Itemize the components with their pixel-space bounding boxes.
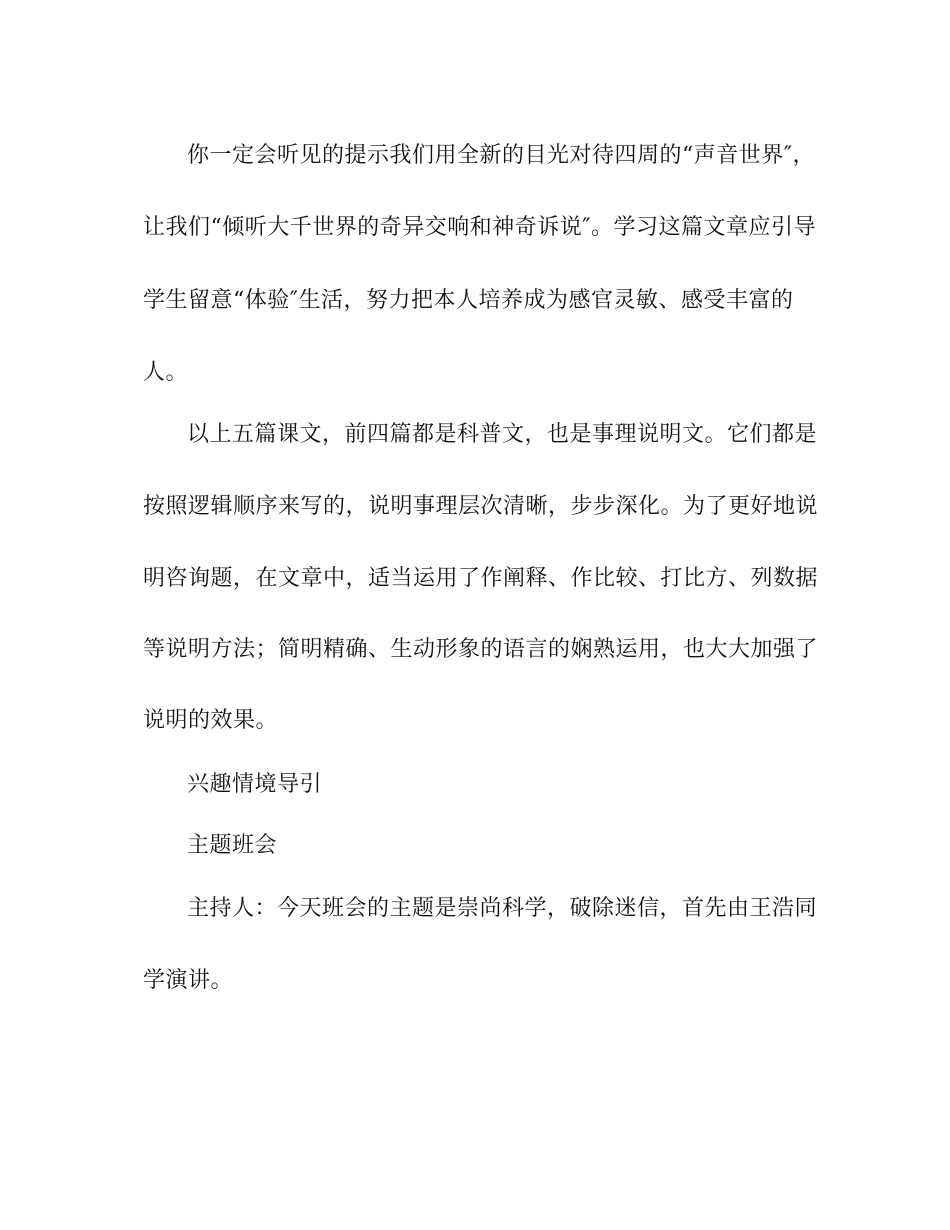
section-heading-interest: 兴趣情境导引 [187, 772, 323, 797]
paragraph-1-line-3: 学生留意“体验″生活，努力把本人培养成为感官灵敏、感受丰富的 [143, 288, 794, 313]
paragraph-2-line-5: 说明的效果。 [143, 708, 279, 733]
paragraph-5-line-1: 主持人：今天班会的主题是崇尚科学，破除迷信，首先由王浩同 [187, 896, 818, 921]
paragraph-1-line-4: 人。 [143, 360, 189, 385]
paragraph-2-line-2: 按照逻辑顺序来写的，说明事理层次清晰，步步深化。为了更好地说 [143, 494, 819, 519]
section-heading-class-meeting: 主题班会 [187, 833, 278, 858]
paragraph-2-line-3: 明咨询题，在文章中，适当运用了作阐释、作比较、打比方、列数据 [143, 566, 819, 591]
paragraph-1-line-1: 你一定会听见的提示我们用全新的目光对待四周的“声音世界″， [187, 143, 815, 168]
paragraph-5-line-2: 学演讲。 [143, 968, 234, 993]
paragraph-2-line-1: 以上五篇课文，前四篇都是科普文，也是事理说明文。它们都是 [187, 422, 818, 447]
paragraph-2-line-4: 等说明方法；简明精确、生动形象的语言的娴熟运用，也大大加强了 [143, 637, 819, 662]
paragraph-1-line-2: 让我们“倾听大千世界的奇异交响和神奇诉说″。学习这篇文章应引导 [143, 215, 816, 240]
